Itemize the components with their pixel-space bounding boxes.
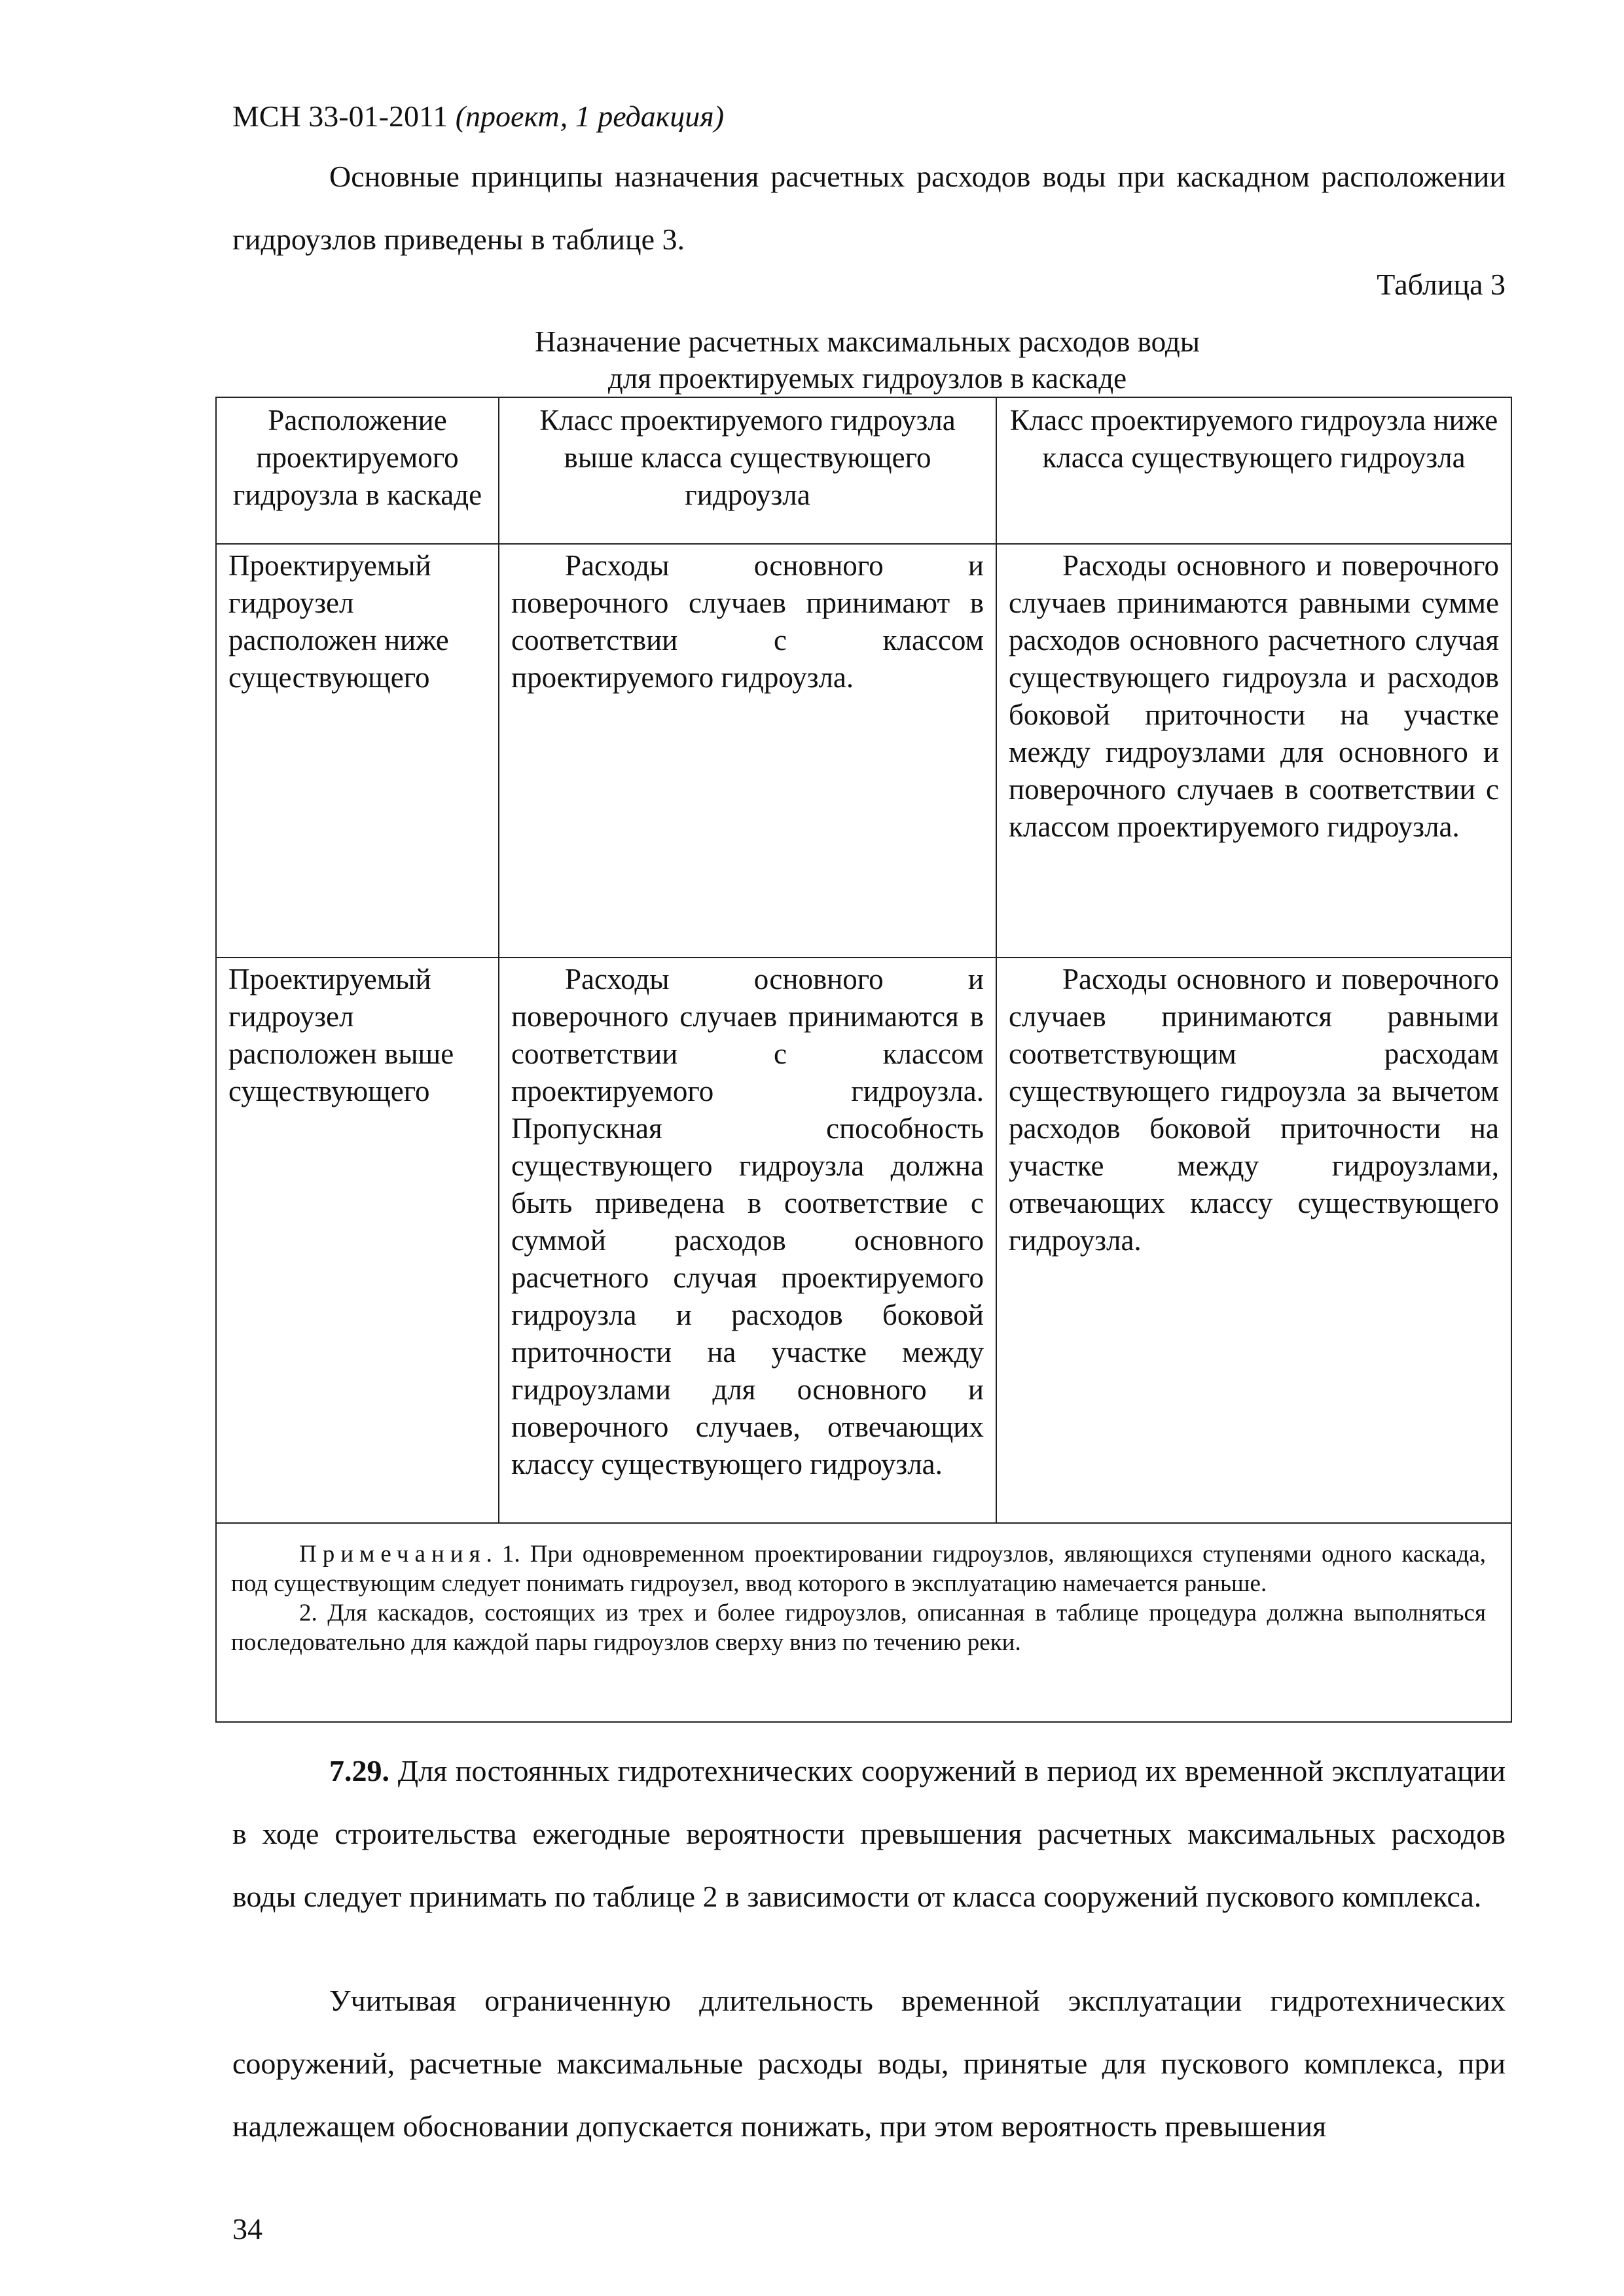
intro-paragraph-text: Основные принципы назначения расчетных расходов воды при каскадном расположении гидроузлов приведены в таблице 3. bbox=[232, 160, 1506, 256]
row2-location: Проектируемый гидроузел расположен выше существующего bbox=[216, 958, 499, 1523]
table-header-row bbox=[216, 397, 1511, 544]
table-title-line-1: Назначение расчетных максимальных расходов воды bbox=[535, 325, 1200, 358]
note-1-text: . 1. При одновременном проектировании гидроузлов, являющихся ступенями одного каскада, под существующим следует понимать гидроузел, ввод которого в эксплуатацию намечается раньше. bbox=[231, 1541, 1486, 1597]
table-notes-row bbox=[216, 1523, 1511, 1722]
document-code: МСН 33-01-2011 bbox=[232, 99, 448, 133]
row1-higher-class-text: Расходы основного и поверочного случаев принимают в соответствии с классом проектируемого гидроузла. bbox=[511, 549, 984, 694]
page-number: 34 bbox=[232, 2212, 262, 2246]
closing-paragraph-text: Учитывая ограниченную длительность временной эксплуатации гидротехнических сооружений, расчетные максимальные расходы воды, принятые для пускового комплекса, при надлежащем обосновании допускается понижать, при этом вероятность превышения bbox=[232, 1984, 1506, 2143]
section-paragraph bbox=[232, 1740, 1506, 1928]
header-lower-class: Класс проектируемого гидроузла ниже класса существующего гидроузла bbox=[996, 397, 1511, 544]
document-header bbox=[232, 97, 724, 136]
row1-lower-class-text: Расходы основного и поверочного случаев принимаются равными сумме расходов основного расчетного случая существующего гидроузла и расходов боковой приточности на участке между гидроузлами для основного и поверочного случаев в соответствии с классом проектируемого гидроузла. bbox=[1009, 549, 1499, 843]
note-2 bbox=[231, 1598, 1486, 1657]
document-edition: (проект, 1 редакция) bbox=[455, 99, 725, 133]
row2-lower-class bbox=[996, 958, 1511, 1523]
section-number: 7.29. bbox=[329, 1754, 389, 1787]
notes-label: Примечания bbox=[299, 1541, 486, 1568]
row1-lower-class bbox=[996, 544, 1511, 958]
closing-paragraph bbox=[232, 1969, 1506, 2158]
intro-paragraph bbox=[232, 145, 1506, 271]
row1-higher-class bbox=[499, 544, 996, 958]
note-1 bbox=[231, 1539, 1486, 1598]
table-label: Таблица 3 bbox=[1377, 268, 1506, 301]
header-higher-class: Класс проектируемого гидроузла выше класса существующего гидроузла bbox=[499, 397, 996, 544]
discharge-table bbox=[215, 397, 1512, 1723]
row2-higher-class-text: Расходы основного и поверочного случаев принимаются в соответствии с классом проектируемого гидроузла. Пропускная способность существующего гидроузла должна быть приведена в соответствие с суммой расходов основного расчетного случая проектируемого гидроузла и расходов боковой приточности на участке между гидроузлами для основного и поверочного случаев, отвечающих классу существующего гидроузла. bbox=[511, 963, 984, 1480]
header-location: Расположение проектируемого гидроузла в каскаде bbox=[216, 397, 499, 544]
row2-lower-class-text: Расходы основного и поверочного случаев принимаются равными соответствующим расходам существующего гидроузла за вычетом расходов боковой приточности на участке между гидроузлами, отвечающих классу существующего гидроузла. bbox=[1009, 963, 1499, 1257]
row1-location: Проектируемый гидроузел расположен ниже существующего bbox=[216, 544, 499, 958]
table-title bbox=[216, 323, 1519, 397]
table-title-line-2: для проектируемых гидроузлов в каскаде bbox=[607, 362, 1127, 395]
table-row bbox=[216, 544, 1511, 958]
table-row bbox=[216, 958, 1511, 1523]
note-2-text: 2. Для каскадов, состоящих из трех и более гидроузлов, описанная в таблице процедура должна выполняться последовательно для каждой пары гидроузлов сверху вниз по течению реки. bbox=[231, 1600, 1486, 1656]
row2-higher-class bbox=[499, 958, 996, 1523]
section-text: Для постоянных гидротехнических сооружений в период их временной эксплуатации в ходе строительства ежегодные вероятности превышения расчетных максимальных расходов воды следует принимать по таблице 2 в зависимости от класса сооружений пускового комплекса. bbox=[232, 1754, 1506, 1913]
table-notes bbox=[216, 1523, 1511, 1722]
